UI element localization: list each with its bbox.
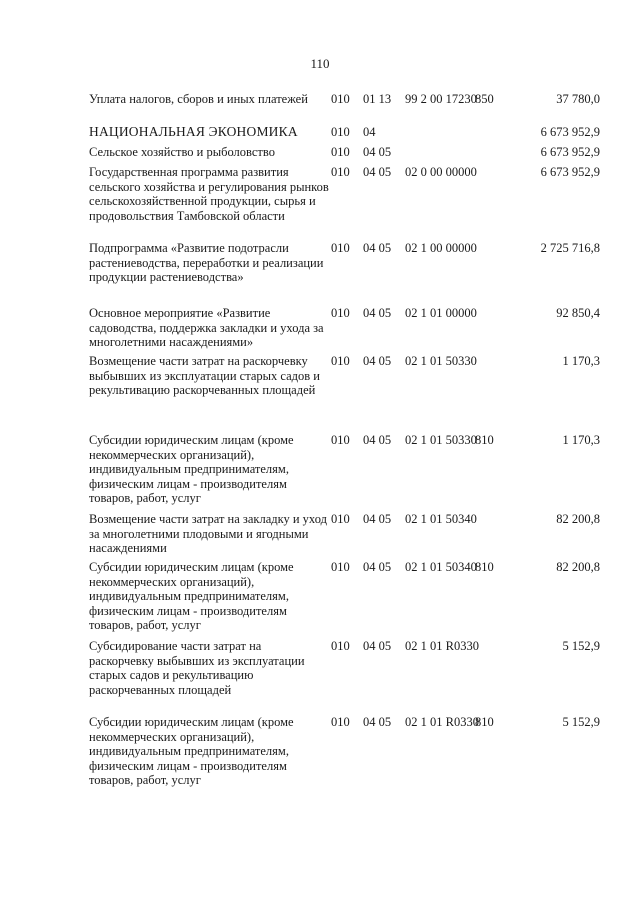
target-article-code: 02 1 01 50330 — [405, 433, 477, 447]
row-name: Основное мероприятие «Развитие садоводства, поддержка закладки и ухода за многолетними насаждениями» — [89, 306, 324, 349]
page-number: 110 — [310, 56, 330, 71]
target-article-code: 02 1 01 50330 — [405, 354, 477, 368]
row-name: Сельское хозяйство и рыболовство — [89, 145, 275, 159]
section-code: 04 05 — [363, 639, 392, 653]
section-code: 04 05 — [363, 145, 392, 159]
dept-code: 010 — [331, 639, 350, 653]
expense-type-code: 810 — [475, 433, 494, 447]
dept-code: 010 — [331, 306, 350, 320]
expense-type-code: 810 — [475, 560, 494, 574]
target-article-code: 02 1 01 50340 — [405, 512, 477, 526]
row-name: Уплата налогов, сборов и иных платежей — [89, 92, 308, 106]
row-name: НАЦИОНАЛЬНАЯ ЭКОНОМИКА — [89, 124, 298, 139]
target-article-code: 02 1 01 00000 — [405, 306, 477, 320]
target-article-code: 02 1 01 50340 — [405, 560, 477, 574]
section-code: 01 13 — [363, 92, 392, 106]
amount: 6 673 952,9 — [540, 145, 600, 159]
amount: 82 200,8 — [556, 560, 600, 574]
amount: 6 673 952,9 — [540, 125, 600, 139]
dept-code: 010 — [331, 241, 350, 255]
section-code: 04 05 — [363, 306, 392, 320]
row-name: Субсидии юридическим лицам (кроме некоммерческих организаций), индивидуальным предпринимателям, физическим лицам - производителям товаров, работ, услуг — [89, 715, 294, 787]
dept-code: 010 — [331, 125, 350, 139]
amount: 37 780,0 — [556, 92, 600, 106]
section-code: 04 05 — [363, 241, 392, 255]
section-code: 04 05 — [363, 165, 392, 179]
amount: 82 200,8 — [556, 512, 600, 526]
section-code: 04 05 — [363, 715, 392, 729]
row-name: Субсидии юридическим лицам (кроме некоммерческих организаций), индивидуальным предпринимателям, физическим лицам - производителям товаров, работ, услуг — [89, 433, 294, 505]
amount: 92 850,4 — [556, 306, 600, 320]
amount: 6 673 952,9 — [540, 165, 600, 179]
amount: 2 725 716,8 — [540, 241, 600, 255]
row-name: Возмещение части затрат на раскорчевку выбывших из эксплуатации старых садов и рекультивацию раскорчеванных площадей — [89, 354, 320, 397]
row-name: Возмещение части затрат на закладку и уход за многолетними плодовыми и ягодными насаждениями — [89, 512, 327, 555]
row-name: Государственная программа развития сельского хозяйства и регулирования рынков сельскохозяйственной продукции, сырья и продовольствия Тамбовской области — [89, 165, 329, 223]
section-code: 04 05 — [363, 560, 392, 574]
dept-code: 010 — [331, 715, 350, 729]
amount: 5 152,9 — [562, 715, 600, 729]
target-article-code: 02 1 01 R0330 — [405, 639, 479, 653]
expense-type-code: 850 — [475, 92, 494, 106]
row-name: Подпрограмма «Развитие подотрасли растениеводства, переработки и реализации продукции растениеводства» — [89, 241, 324, 284]
target-article-code: 02 1 01 R0330 — [405, 715, 479, 729]
dept-code: 010 — [331, 145, 350, 159]
dept-code: 010 — [331, 560, 350, 574]
amount: 1 170,3 — [562, 433, 600, 447]
section-code: 04 05 — [363, 433, 392, 447]
amount: 1 170,3 — [562, 354, 600, 368]
row-name: Субсидии юридическим лицам (кроме некоммерческих организаций), индивидуальным предпринимателям, физическим лицам - производителям товаров, работ, услуг — [89, 560, 294, 632]
section-code: 04 05 — [363, 512, 392, 526]
amount: 5 152,9 — [562, 639, 600, 653]
target-article-code: 02 1 00 00000 — [405, 241, 477, 255]
expense-type-code: 810 — [475, 715, 494, 729]
section-code: 04 05 — [363, 354, 392, 368]
section-code: 04 — [363, 125, 376, 139]
target-article-code: 99 2 00 17230 — [405, 92, 477, 106]
dept-code: 010 — [331, 165, 350, 179]
dept-code: 010 — [331, 92, 350, 106]
row-name: Субсидирование части затрат на раскорчевку выбывших из эксплуатации старых садов и рекультивацию раскорчеванных площадей — [89, 639, 305, 697]
target-article-code: 02 0 00 00000 — [405, 165, 477, 179]
dept-code: 010 — [331, 354, 350, 368]
dept-code: 010 — [331, 433, 350, 447]
dept-code: 010 — [331, 512, 350, 526]
